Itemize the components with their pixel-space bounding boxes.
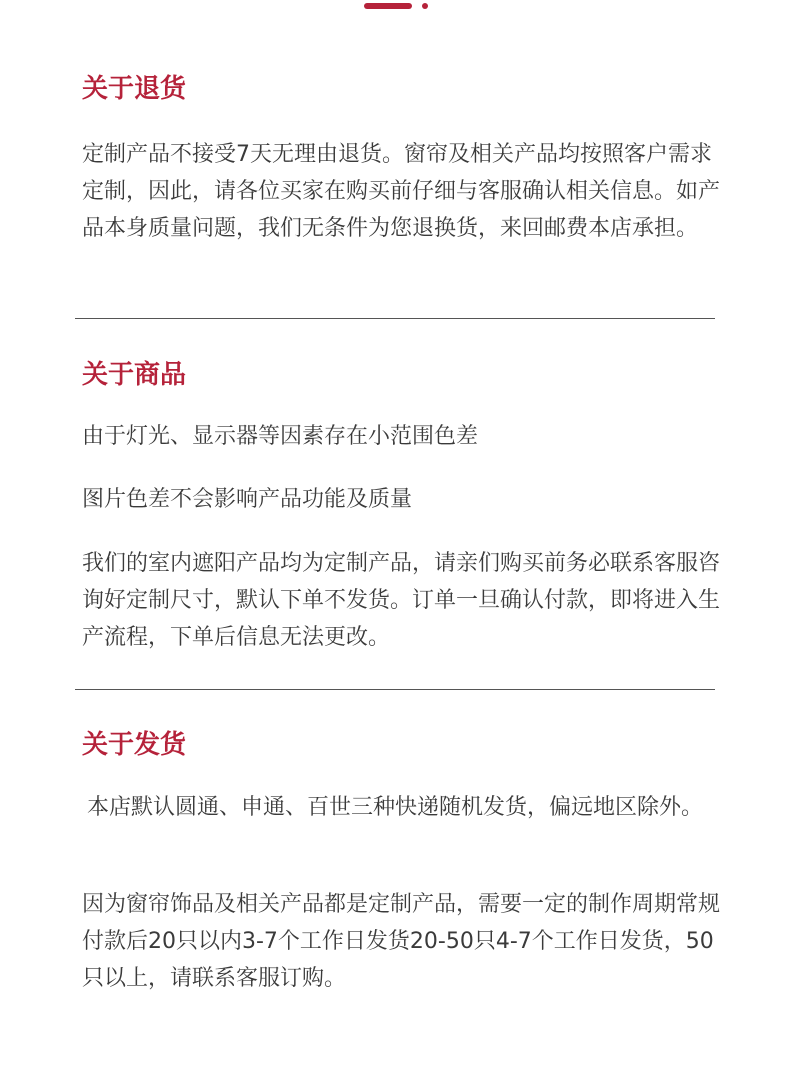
section-title-returns: 关于退货 [82,74,187,104]
section-divider [75,689,715,690]
section-title-products: 关于商品 [82,360,187,390]
products-quality-note: 图片色差不会影响产品功能及质量 [82,487,413,512]
shipping-lead-time-note: 因为窗帘饰品及相关产品都是定制产品，需要一定的制作周期常规付款后20只以内3-7个工作日发货20-50只4-7个工作日发货，50只以上，请联系客服订购。 [82,892,721,991]
section-title-shipping: 关于发货 [82,730,187,760]
shipping-courier-note: 本店默认圆通、申通、百世三种快递随机发货，偏远地区除外。 [87,795,704,820]
returns-policy-text: 定制产品不接受7天无理由退货。窗帘及相关产品均按照客户需求定制，因此，请各位买家在购买前仔细与客服确认相关信息。如产品本身质量问题，我们无条件为您退换货，来回邮费本店承担。 [82,142,721,241]
page-indicator-dot [422,3,428,9]
products-custom-note: 我们的室内遮阳产品均为定制产品，请亲们购买前务必联系客服咨询好定制尺寸，默认下单不发货。订单一旦确认付款，即将进入生产流程，下单后信息无法更改。 [82,551,721,650]
products-color-note: 由于灯光、显示器等因素存在小范围色差 [82,424,479,449]
page-indicator-active-bar [364,3,412,9]
section-divider [75,318,715,319]
